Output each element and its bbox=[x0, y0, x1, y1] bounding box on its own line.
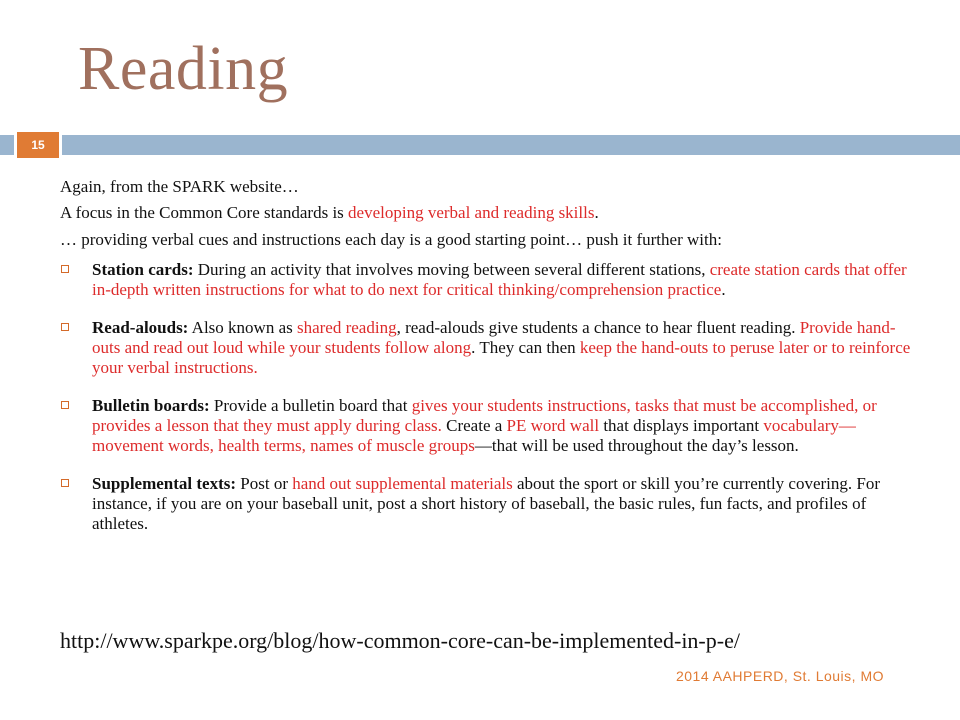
bullet-text: . bbox=[721, 279, 726, 299]
intro-line-2-end: . bbox=[594, 203, 599, 223]
intro-line-3: … providing verbal cues and instructions each day is a good starting point… push it further with: bbox=[60, 229, 722, 249]
bullet-square-icon bbox=[61, 479, 69, 487]
bullet-heading: Bulletin boards: bbox=[92, 395, 210, 415]
intro-line-1: Again, from the SPARK website… bbox=[60, 177, 299, 196]
source-url-link[interactable]: http://www.sparkpe.org/blog/how-common-core-can-be-implemented-in-p-e/ bbox=[60, 628, 740, 653]
bullet-item-station-cards bbox=[60, 260, 920, 300]
header-bar-left bbox=[0, 135, 14, 155]
bullet-square-icon bbox=[61, 323, 69, 331]
bullet-text: . They can then bbox=[471, 337, 580, 357]
bullet-highlight: vocabulary—movement words, health terms, names of muscle groups bbox=[92, 416, 856, 456]
bullet-heading: Station cards: bbox=[92, 259, 194, 279]
bullet-highlight: shared reading bbox=[296, 317, 397, 337]
slide-body bbox=[60, 176, 920, 552]
intro-line-2 bbox=[60, 202, 920, 223]
intro-line-2-highlight: developing verbal and reading skills bbox=[348, 203, 595, 223]
bullet-list bbox=[60, 260, 920, 535]
bullet-highlight: hand out supplemental materials bbox=[292, 474, 513, 494]
bullet-text: Provide a bulletin board that bbox=[209, 395, 412, 415]
bullet-text: about the sport or skill you’re currently covering. For instance, if you are on your baseball unit, post a short history of baseball, the basic rules, fun facts, and profiles of athletes. bbox=[92, 474, 881, 534]
slide-title: Reading bbox=[78, 35, 289, 103]
footer-text: 2014 AAHPERD, St. Louis, MO bbox=[675, 668, 884, 684]
bullet-text: Create a bbox=[441, 416, 507, 436]
bullet-text: —that will be used throughout the day’s lesson. bbox=[474, 436, 799, 456]
bullet-item-read-alouds bbox=[60, 318, 920, 378]
bullet-item-supplemental-texts bbox=[60, 474, 920, 534]
bullet-square-icon bbox=[61, 401, 69, 409]
bullet-square-icon bbox=[61, 265, 69, 273]
bullet-highlight: gives your students instructions, tasks that must be accomplished, or provides a lesson that they must apply during class. bbox=[92, 395, 877, 436]
bullet-text: , read-alouds give students a chance to hear fluent reading. bbox=[396, 317, 800, 337]
bullet-item-bulletin-boards bbox=[60, 396, 920, 456]
bullet-text: that displays important bbox=[599, 416, 764, 436]
bullet-highlight: keep the hand-outs to peruse later or to reinforce your verbal instructions. bbox=[92, 337, 911, 377]
bullet-highlight: Provide hand-outs and read out loud while your students follow along bbox=[92, 317, 896, 357]
intro-line-2-text: A focus in the Common Core standards is bbox=[60, 203, 349, 223]
header-bar bbox=[0, 132, 960, 158]
bullet-text: Post or bbox=[236, 474, 293, 494]
slide-number-badge: 15 bbox=[17, 132, 59, 158]
bullet-highlight: PE word wall bbox=[506, 416, 600, 436]
bullet-heading: Supplemental texts: bbox=[92, 474, 237, 494]
header-bar-right bbox=[62, 135, 960, 155]
bullet-text: During an activity that involves moving between several different stations, bbox=[193, 259, 710, 279]
bullet-heading: Read-alouds: bbox=[92, 317, 189, 337]
bullet-highlight: create station cards that offer in-depth written instructions for what to do next for critical thinking/comprehension practice bbox=[92, 259, 907, 299]
bullet-text: Also known as bbox=[188, 317, 297, 337]
